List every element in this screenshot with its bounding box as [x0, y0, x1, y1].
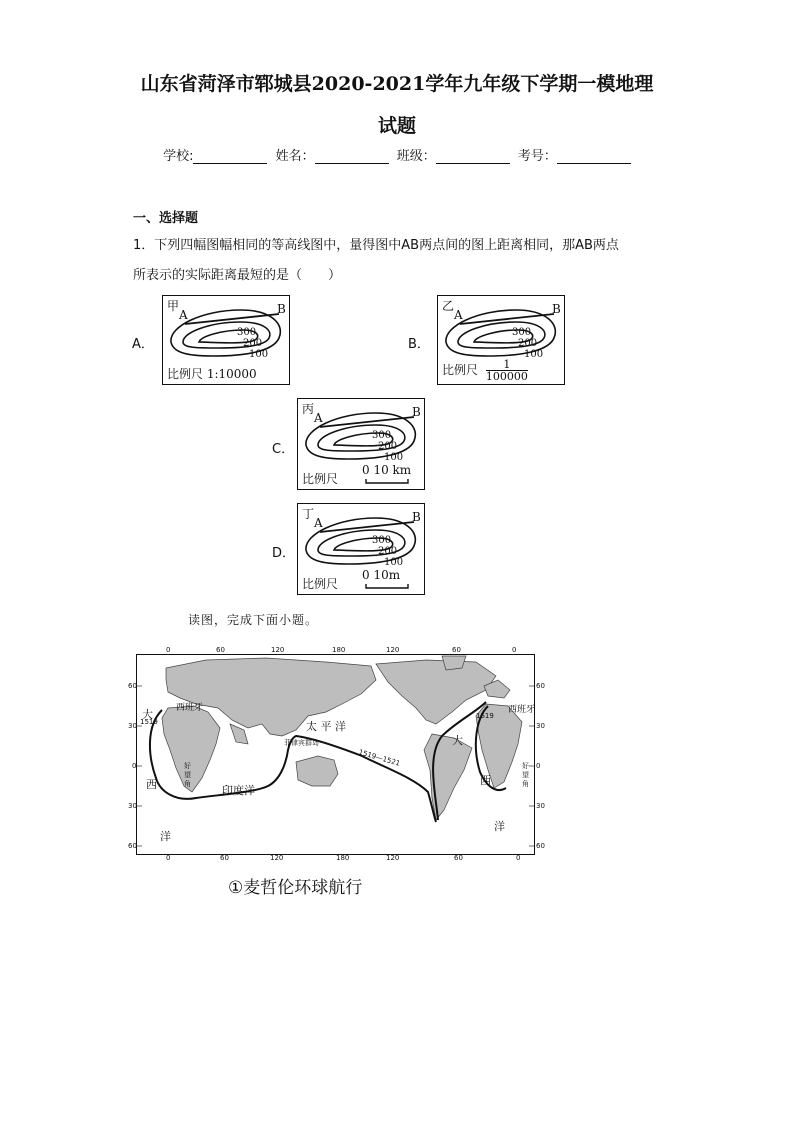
year-right-label: 1519	[476, 712, 494, 720]
contour-200-label: 200	[378, 546, 398, 557]
map-label: 甲	[167, 299, 180, 313]
point-b-label: B	[412, 405, 421, 419]
exam-no-label: 考号：	[517, 149, 557, 164]
contour-300-label: 300	[372, 535, 392, 546]
option-a-letter[interactable]: A．	[132, 337, 154, 352]
lon-tick-bottom: 0	[516, 854, 521, 862]
contour-map-b	[437, 295, 565, 385]
lat-tick-right: 60	[536, 682, 545, 690]
lon-tick-bottom: 60	[454, 854, 463, 862]
lat-tick-left: 0	[132, 762, 137, 770]
lon-tick-bottom: 60	[220, 854, 229, 862]
scale-numerator: 1	[486, 359, 528, 371]
scale-bar-text: 0 10 km	[362, 463, 412, 477]
scale-text: 比例尺 1:10000	[167, 367, 257, 381]
student-info-row	[0, 145, 794, 164]
lat-tick-left: 60	[128, 842, 137, 850]
point-a-label: A	[314, 411, 323, 425]
spain-left-label: 西班牙	[176, 703, 204, 713]
point-b-label: B	[412, 510, 421, 524]
spain-right-label: 西班牙	[508, 705, 536, 715]
scale-bar-text: 0 10m	[362, 568, 401, 582]
lon-tick-top: 60	[216, 646, 225, 654]
indian-ocean-label: 印度洋	[222, 784, 255, 797]
atlantic-left-char-3: 洋	[160, 830, 171, 843]
scale-denominator: 100000	[485, 370, 528, 383]
lon-tick-bottom: 180	[336, 854, 350, 862]
lon-tick-top: 60	[452, 646, 461, 654]
option-d-letter[interactable]: D．	[272, 546, 296, 561]
school-field[interactable]	[193, 149, 267, 164]
lat-tick-right: 60	[536, 842, 545, 850]
cape-left-label: 好望角	[184, 762, 191, 788]
scale-text: 比例尺	[442, 363, 479, 377]
question-text-line2: 所表示的实际距离最短的是（ ）	[133, 268, 342, 283]
page-title-line2: 试题	[377, 115, 416, 137]
exam-no-field[interactable]	[557, 149, 631, 164]
contour-200-label: 200	[243, 338, 263, 349]
lon-tick-top: 120	[386, 646, 400, 654]
lon-tick-bottom: 120	[386, 854, 400, 862]
option-b-letter[interactable]: B．	[408, 337, 430, 352]
contour-300-label: 300	[372, 430, 392, 441]
map-label: 乙	[442, 299, 455, 313]
option-c-letter[interactable]: C．	[272, 442, 295, 457]
scale-fraction	[486, 359, 528, 382]
point-b-label: B	[552, 302, 561, 316]
point-a-label: A	[314, 516, 323, 530]
world-map-drawing	[136, 646, 536, 860]
atlantic-right-char-3: 洋	[494, 820, 505, 833]
route-years-label: 1519—1521	[357, 748, 401, 768]
lon-tick-bottom: 120	[270, 854, 284, 862]
scale-text: 比例尺	[302, 577, 339, 591]
map-label: 丙	[302, 402, 315, 416]
pacific-label: 太 平 洋	[306, 720, 346, 733]
scale-text: 比例尺	[302, 472, 339, 486]
point-b-label: B	[277, 302, 286, 316]
reading-prompt: 读图，完成下面小题。	[188, 613, 319, 627]
world-map-figure	[128, 646, 545, 862]
atlantic-right-char-2: 西	[480, 774, 491, 787]
map-caption: ①麦哲伦环球航行	[228, 878, 363, 898]
school-label: 学校:	[163, 149, 194, 164]
contour-100-label: 100	[384, 557, 404, 568]
atlantic-right-char-1: 大	[452, 734, 463, 747]
lon-tick-top: 0	[512, 646, 517, 654]
lon-tick-bottom: 0	[166, 854, 171, 862]
lat-tick-left: 60	[128, 682, 137, 690]
class-field[interactable]	[436, 149, 510, 164]
scale-block	[442, 359, 528, 382]
lat-tick-left: 30	[128, 722, 137, 730]
cape-right-label: 好望角	[522, 762, 529, 788]
contour-map-a	[162, 295, 290, 385]
point-a-label: A	[179, 308, 188, 322]
point-a-label: A	[454, 308, 463, 322]
contour-100-label: 100	[384, 452, 404, 463]
question-text-line1: 1．下列四幅图幅相同的等高线图中，量得图中AB两点间的图上距离相同，那AB两点	[133, 238, 619, 253]
contour-200-label: 200	[518, 338, 538, 349]
lon-tick-top: 180	[332, 646, 346, 654]
lat-tick-left: 30	[128, 802, 137, 810]
atlantic-left-char-1: 大	[142, 708, 153, 721]
name-label: 姓名：	[275, 149, 315, 164]
contour-100-label: 100	[249, 349, 269, 360]
class-label: 班级：	[396, 149, 436, 164]
contour-200-label: 200	[378, 441, 398, 452]
lat-tick-right: 0	[536, 762, 541, 770]
map-label: 丁	[302, 507, 315, 521]
lon-tick-top: 120	[271, 646, 285, 654]
philippines-label: 菲律宾群岛	[284, 739, 319, 747]
contour-100-label: 100	[524, 349, 544, 360]
contour-300-label: 300	[237, 327, 257, 338]
contour-map-c	[297, 398, 425, 490]
contour-300-label: 300	[512, 327, 532, 338]
lat-tick-right: 30	[536, 722, 545, 730]
year-left-label: 1519	[140, 718, 158, 726]
name-field[interactable]	[315, 149, 389, 164]
section-heading: 一、选择题	[133, 211, 199, 226]
lon-tick-top: 0	[166, 646, 171, 654]
atlantic-left-char-2: 西	[146, 778, 157, 791]
lat-tick-right: 30	[536, 802, 545, 810]
contour-map-d	[297, 503, 425, 595]
page-title: 山东省菏泽市郓城县2020-2021学年九年级下学期一模地理	[140, 73, 654, 95]
